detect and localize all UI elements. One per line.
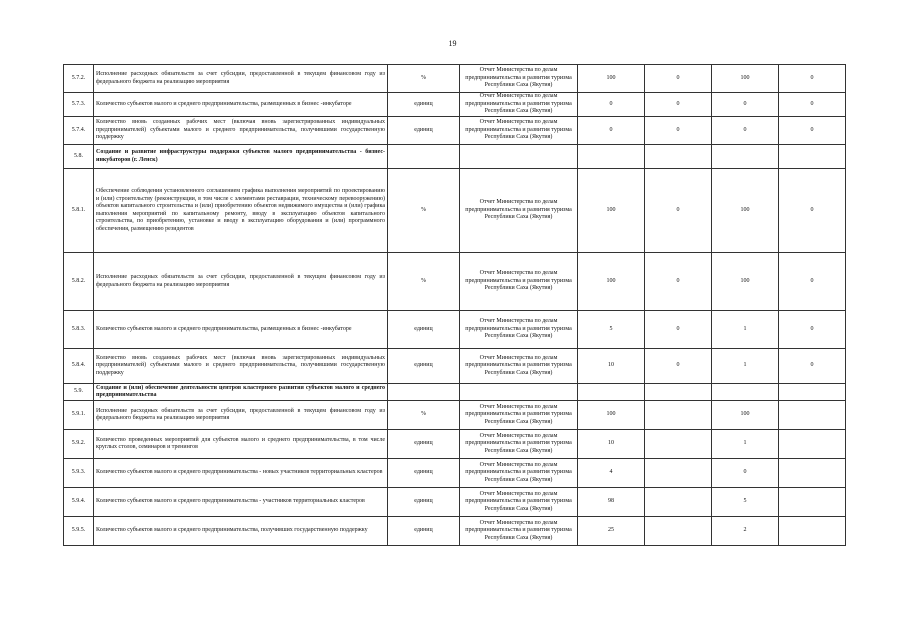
value-cell: 0 [779,311,846,349]
row-number: 5.8.1. [64,169,94,253]
unit-of-measure: единиц [388,349,460,384]
value-cell: 10 [578,430,645,459]
value-cell [779,430,846,459]
value-cell: 0 [712,459,779,488]
value-cell [779,401,846,430]
data-source: Отчет Министерства по делам предпринимательства и развития туризма Республики Саха (Якутия) [460,349,578,384]
page-number: 19 [448,39,457,48]
data-source: Отчет Министерства по делам предпринимательства и развития туризма Республики Саха (Якутия) [460,488,578,517]
value-cell: 0 [779,253,846,311]
data-source: Отчет Министерства по делам предпринимательства и развития туризма Республики Саха (Якутия) [460,459,578,488]
indicator-name: Количество вновь созданных рабочих мест (включая вновь зарегистрированных индивидуальных предпринимателей) субъектами малого и среднего предпринимательства, получившими государственную поддержку [94,117,388,145]
value-cell: 0 [578,117,645,145]
unit-of-measure [388,384,460,401]
table-row [64,430,846,459]
value-cell [645,430,712,459]
data-source: Отчет Министерства по делам предпринимательства и развития туризма Республики Саха (Якутия) [460,253,578,311]
value-cell: 5 [712,488,779,517]
indicator-name: Исполнение расходных обязательств за счет субсидии, предоставленной в текущем финансовом году из федерального бюджета на реализацию мероприятия [94,65,388,93]
value-cell: 0 [779,349,846,384]
unit-of-measure: единиц [388,117,460,145]
value-cell [712,384,779,401]
data-source: Отчет Министерства по делам предпринимательства и развития туризма Республики Саха (Якутия) [460,517,578,546]
value-cell: 0 [645,311,712,349]
row-number: 5.9.4. [64,488,94,517]
value-cell: 25 [578,517,645,546]
indicator-name: Исполнение расходных обязательств за счет субсидии, предоставленной в текущем финансовом году из федерального бюджета на реализацию мероприятия [94,401,388,430]
data-source [460,384,578,401]
value-cell: 0 [779,65,846,93]
unit-of-measure: % [388,65,460,93]
value-cell: 0 [578,93,645,117]
value-cell: 100 [578,169,645,253]
table-row [64,488,846,517]
indicator-name: Обеспечение соблюдения установленного соглашением графика выполнения мероприятий по проектированию и (или) строительству (реконструкции, в том числе с элементами реставрации, техническому перевооружению) объектов капитального строительства и (или) приобретению объектов недвижимого имущества и (или) графика выполнения мероприятий по капитальному ремонту, вводу в эксплуатацию объектов капитального строительства, по приобретению, установке и вводу в эксплуатацию оборудования и (или) программного обеспечения, размещению резидентов [94,169,388,253]
row-number: 5.8. [64,145,94,169]
indicator-name: Количество проведенных мероприятий для субъектов малого и среднего предпринимательства, в том числе круглых столов, семинаров и тренингов [94,430,388,459]
value-cell: 100 [578,65,645,93]
row-number: 5.9.5. [64,517,94,546]
value-cell [779,145,846,169]
value-cell: 100 [578,253,645,311]
value-cell: 0 [779,117,846,145]
value-cell: 1 [712,349,779,384]
value-cell: 5 [578,311,645,349]
value-cell: 0 [645,349,712,384]
table-row [64,384,846,401]
row-number: 5.9.1. [64,401,94,430]
value-cell: 0 [645,93,712,117]
table-row [64,117,846,145]
data-source: Отчет Министерства по делам предпринимательства и развития туризма Республики Саха (Якутия) [460,65,578,93]
table-row [64,93,846,117]
value-cell [779,459,846,488]
unit-of-measure: единиц [388,430,460,459]
value-cell: 100 [578,401,645,430]
value-cell: 98 [578,488,645,517]
data-source: Отчет Министерства по делам предпринимательства и развития туризма Республики Саха (Якутия) [460,311,578,349]
row-number: 5.9.2. [64,430,94,459]
value-cell: 0 [712,93,779,117]
data-source: Отчет Министерства по делам предпринимательства и развития туризма Республики Саха (Якутия) [460,93,578,117]
table-row [64,311,846,349]
value-cell [712,145,779,169]
data-source: Отчет Министерства по делам предпринимательства и развития туризма Республики Саха (Якутия) [460,117,578,145]
unit-of-measure: единиц [388,93,460,117]
value-cell: 0 [712,117,779,145]
indicator-name: Создание и развитие инфраструктуры поддержки субъектов малого предпринимательства - бизнес-инкубаторов (г. Ленск) [94,145,388,169]
value-cell: 0 [645,169,712,253]
value-cell [779,384,846,401]
indicator-name: Количество субъектов малого и среднего предпринимательства - новых участников территориальных кластеров [94,459,388,488]
value-cell: 100 [712,401,779,430]
data-source: Отчет Министерства по делам предпринимательства и развития туризма Республики Саха (Якутия) [460,169,578,253]
unit-of-measure: % [388,401,460,430]
row-number: 5.7.2. [64,65,94,93]
value-cell: 0 [779,169,846,253]
table-row [64,169,846,253]
value-cell: 1 [712,311,779,349]
value-cell: 100 [712,65,779,93]
row-number: 5.7.4. [64,117,94,145]
row-number: 5.7.3. [64,93,94,117]
value-cell: 0 [645,253,712,311]
value-cell [645,488,712,517]
indicator-name: Количество субъектов малого и среднего предпринимательства, размещенных в бизнес -инкубаторе [94,311,388,349]
value-cell: 4 [578,459,645,488]
unit-of-measure: % [388,169,460,253]
value-cell: 2 [712,517,779,546]
indicator-name: Количество субъектов малого и среднего предпринимательства, размещенных в бизнес -инкубаторе [94,93,388,117]
data-source [460,145,578,169]
value-cell [578,145,645,169]
indicator-name: Исполнение расходных обязательств за счет субсидии, предоставленной в текущем финансовом году из федерального бюджета на реализацию мероприятия [94,253,388,311]
indicator-name: Создание и (или) обеспечение деятельности центров кластерного развития субъектов малого и среднего предпринимательства [94,384,388,401]
value-cell [779,517,846,546]
row-number: 5.8.3. [64,311,94,349]
value-cell: 10 [578,349,645,384]
value-cell [578,384,645,401]
row-number: 5.8.4. [64,349,94,384]
value-cell [645,517,712,546]
unit-of-measure [388,145,460,169]
unit-of-measure: единиц [388,311,460,349]
unit-of-measure: единиц [388,517,460,546]
indicator-name: Количество субъектов малого и среднего предпринимательства - участников территориальных кластеров [94,488,388,517]
table-row [64,517,846,546]
value-cell: 100 [712,169,779,253]
value-cell: 0 [645,117,712,145]
data-source: Отчет Министерства по делам предпринимательства и развития туризма Республики Саха (Якутия) [460,430,578,459]
value-cell: 0 [779,93,846,117]
value-cell: 100 [712,253,779,311]
value-cell [645,401,712,430]
value-cell [779,488,846,517]
row-number: 5.9.3. [64,459,94,488]
value-cell [645,384,712,401]
row-number: 5.8.2. [64,253,94,311]
unit-of-measure: единиц [388,459,460,488]
value-cell [645,459,712,488]
table-row [64,459,846,488]
value-cell: 1 [712,430,779,459]
unit-of-measure: % [388,253,460,311]
value-cell: 0 [645,65,712,93]
table-row [64,65,846,93]
value-cell [645,145,712,169]
indicator-name: Количество субъектов малого и среднего предпринимательства, получивших государственную поддержку [94,517,388,546]
indicator-name: Количество вновь созданных рабочих мест (включая вновь зарегистрированных индивидуальных предпринимателей) субъектами малого и среднего предпринимательства, получившими государственную поддержку [94,349,388,384]
table-row [64,145,846,169]
unit-of-measure: единиц [388,488,460,517]
data-source: Отчет Министерства по делам предпринимательства и развития туризма Республики Саха (Якутия) [460,401,578,430]
table-row [64,253,846,311]
indicators-table [63,64,846,546]
table-row [64,349,846,384]
row-number: 5.9. [64,384,94,401]
table-row [64,401,846,430]
